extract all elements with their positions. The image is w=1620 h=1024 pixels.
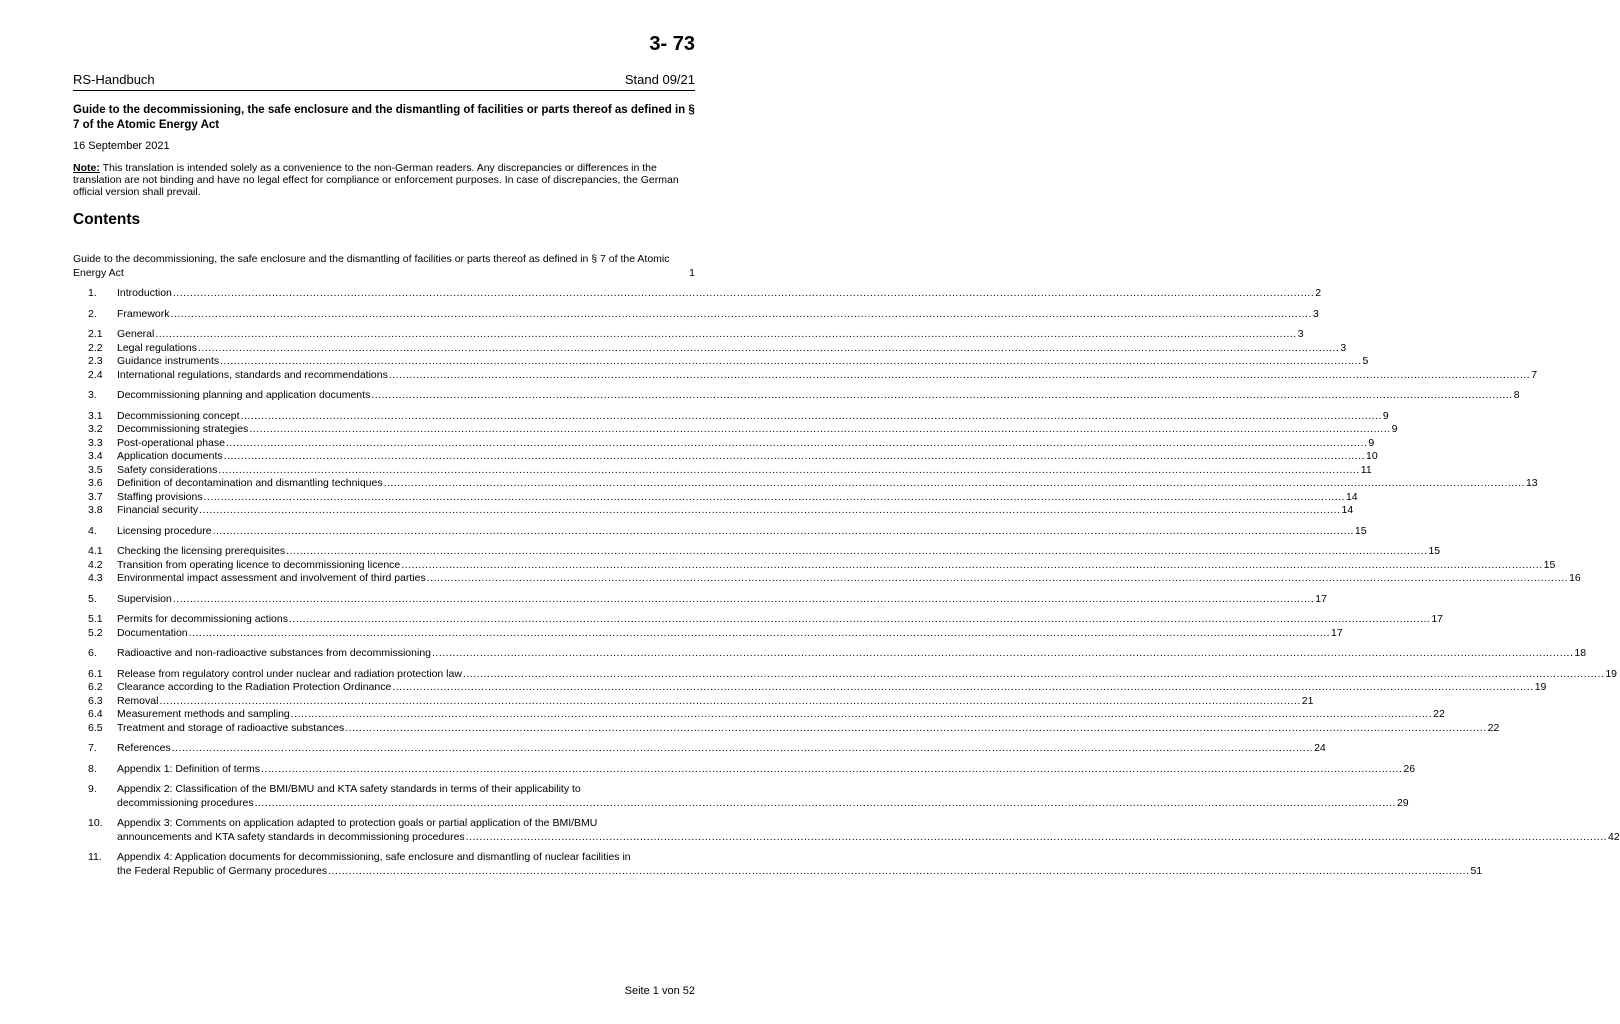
toc-entry-title: Application documents [117,450,223,462]
note-text: This translation is intended solely as a convenience to the non-German readers. Any discrepancies or differences in the translation are not binding and have no legal effect for compliance or enforcement purposes. In case of discrepancies, the German official version shall prevail. [73,162,679,198]
toc-entry-page: 3 [1340,341,1347,354]
toc-entry-number: 3.8 [88,504,103,516]
toc-entry-number: 3. [88,389,97,401]
toc-entry-page: 14 [1341,504,1354,516]
toc-entry-number: 4.2 [88,558,103,571]
toc-entry-title: Safety considerations [117,463,218,476]
toc-dot-leader [173,287,1314,301]
contents-heading: Contents [73,211,141,228]
toc-entry-title: Staffing provisions [117,490,203,503]
toc-dot-leader [345,722,1486,736]
toc-entry-number: 7. [88,742,97,754]
document-title: Guide to the decommissioning, the safe enclosure and the dismantling of facilities or parts thereof as defined in § 7 of the Atomic Energy Act [73,104,695,131]
toc-entry-number: 3.4 [88,450,103,462]
toc-entry-number: 2.2 [88,341,103,354]
toc-dot-leader [213,525,1354,539]
toc-entry[interactable] [73,355,1369,369]
toc-entry-number: 4.1 [88,545,103,557]
toc-dot-leader [371,389,1512,403]
toc-entry[interactable] [73,708,1445,722]
toc-entry[interactable] [73,307,1319,322]
toc-intro-entry[interactable] [73,253,695,280]
toc-entry-title: References [117,742,171,754]
toc-entry-number: 3.3 [88,436,103,449]
toc-entry-page: 11 [1360,463,1372,476]
toc-dot-leader [218,464,1359,478]
toc-dot-leader [249,423,1390,437]
toc-entry-page: 19 [1534,681,1547,693]
toc-entry-number: 9. [88,783,97,795]
toc-entry[interactable] [73,572,1581,586]
toc-entry[interactable] [73,341,1347,356]
toc-entry-number: 6.1 [88,667,103,680]
toc-entry-title: Appendix 4: Application documents for decommissioning, safe enclosure and dismantling of nuclear facilities in [117,851,631,863]
toc-dot-leader [392,681,1533,695]
toc-entry[interactable] [73,423,1398,437]
note-label: Note: [73,162,100,174]
toc-entry-number: 10. [88,817,103,829]
toc-entry-number: 2. [88,307,97,320]
toc-entry-page: 15 [1354,524,1367,537]
toc-entry-number: 6.5 [88,721,103,734]
toc-entry-number: 6.2 [88,681,103,693]
toc-gap [73,280,695,287]
toc-entry-page: 51 [1470,864,1483,877]
toc-entry[interactable] [73,626,1343,641]
toc-entry[interactable] [73,694,1314,709]
toc-entry-title: Framework [117,307,170,320]
toc-entry[interactable] [73,817,1620,844]
toc-gap [73,810,695,817]
toc-entry-page: 17 [1431,613,1444,625]
toc-gap [73,756,695,763]
toc-entry-title: Definition of decontamination and dismantling techniques [117,477,383,489]
document-date: 16 September 2021 [73,140,170,152]
toc-gap [73,321,695,328]
toc-entry-number: 2.3 [88,355,103,367]
toc-dot-leader [463,668,1604,682]
toc-entry-title: Legal regulations [117,341,197,354]
toc-dot-leader [261,763,1402,777]
toc-entry-page: 24 [1314,742,1326,754]
toc-entry[interactable] [73,490,1358,505]
toc-entry[interactable] [73,762,1416,777]
toc-entry-page: 10 [1366,450,1378,462]
toc-entry-number: 1. [88,287,97,299]
toc-dot-leader [255,797,1396,811]
toc-entry-page: 15 [1428,545,1441,557]
toc-dot-leader [172,742,1313,756]
toc-entry-page: 9 [1382,409,1389,422]
toc-entry-page: 3 [1297,328,1304,340]
toc-entry-number: 5.1 [88,613,103,625]
toc-entry-number: 4. [88,524,97,537]
toc-gap [73,403,695,410]
toc-entry[interactable] [73,721,1500,736]
toc-entry-page: 19 [1605,667,1617,680]
toc-entry-page: 26 [1403,762,1416,775]
toc-entry[interactable] [73,681,1547,695]
toc-dot-leader [432,647,1573,661]
toc-entry-number: 3.2 [88,423,103,435]
toc-entry[interactable] [73,504,1354,518]
toc-dot-leader [171,308,1312,322]
toc-entry-page: 42 [1608,830,1620,843]
toc-entry-title: Appendix 1: Definition of terms [117,762,260,775]
toc-entry-number: 11. [88,851,102,863]
toc-dot-leader [220,355,1361,369]
toc-entry[interactable] [73,851,1483,878]
toc-gap [73,301,695,308]
toc-entry[interactable] [73,742,1326,756]
toc-entry-number: 5. [88,592,97,605]
toc-entry-number: 4.3 [88,572,103,584]
toc-dot-leader [291,708,1432,722]
toc-dot-leader [328,865,1469,879]
toc-entry[interactable] [73,667,1617,682]
toc-entry-page: 14 [1345,490,1358,503]
toc-entry-page: 21 [1301,694,1314,707]
toc-dot-leader [224,450,1365,464]
toc-gap [73,538,695,545]
toc-dot-leader [189,627,1330,641]
toc-entry-page: 13 [1525,477,1538,489]
toc-entry-title: Decommissioning concept [117,409,240,422]
toc-entry-page: 18 [1574,647,1587,659]
toc-entry-number: 6. [88,647,97,659]
toc-entry-number: 8. [88,762,97,775]
toc-dot-leader [389,369,1530,383]
toc-gap [73,844,695,851]
toc-intro-text: Guide to the decommissioning, the safe enclosure and the dismantling of facilities or parts thereof as defined in § 7 of the Atomic Energy Act [73,253,670,279]
toc-entry[interactable] [73,389,1520,403]
toc-gap [73,776,695,783]
toc-entry-title: Clearance according to the Radiation Protection Ordinance [117,681,392,693]
toc-entry-number: 3.5 [88,463,103,476]
toc-entry-number: 5.2 [88,626,103,639]
toc-entry-title: Treatment and storage of radioactive substances [117,721,345,734]
toc-entry-title: Permits for decommissioning actions [117,613,288,625]
toc-gap [73,518,695,525]
toc-gap [73,606,695,613]
toc-entry-page: 5 [1362,355,1369,367]
toc-entry-title: Introduction [117,287,172,299]
toc-entry-title-continued: decommissioning procedures [117,796,254,809]
toc-entry-title: Measurement methods and sampling [117,708,290,720]
toc-entry-number: 3.1 [88,409,103,422]
toc-entry-page: 7 [1531,368,1538,381]
toc-entry[interactable] [73,783,1409,810]
toc-entry-page: 22 [1433,708,1445,720]
toc-gap [73,382,695,389]
translation-note [73,162,695,198]
document-header [73,70,695,91]
toc-entry[interactable] [73,592,1327,607]
toc-entry[interactable] [73,463,1372,478]
toc-entry-title: Checking the licensing prerequisites [117,545,286,557]
toc-entry-number: 2.4 [88,368,103,381]
toc-entry-title: Decommissioning planning and application documents [117,389,371,401]
toc-entry-page: 29 [1396,796,1409,809]
toc-dot-leader [159,695,1300,709]
toc-entry-page: 9 [1391,423,1398,435]
toc-entry-title: Radioactive and non-radioactive substances from decommissioning [117,647,431,659]
toc-entry-title: Guidance instruments [117,355,220,367]
toc-entry[interactable] [73,613,1444,627]
toc-entry-page: 17 [1330,626,1343,639]
toc-entry[interactable] [73,524,1367,539]
toc-gap [73,586,695,593]
header-left: RS-Handbuch [73,72,155,87]
toc-entry-title: Documentation [117,626,188,639]
toc-dot-leader [173,593,1314,607]
toc-dot-leader [198,342,1339,356]
toc-entry-page: 2 [1315,287,1322,299]
toc-entry[interactable] [73,436,1375,451]
toc-dot-leader [384,477,1525,491]
toc-entry[interactable] [73,409,1389,424]
table-of-contents [73,253,1620,878]
toc-entry-number: 3.6 [88,477,103,489]
toc-entry-title: Appendix 2: Classification of the BMI/BMU and KTA safety standards in terms of their applicability to [117,783,581,795]
toc-dot-leader [427,572,1568,586]
toc-entry-title: International regulations, standards and recommendations [117,368,388,381]
toc-entry-page: 15 [1543,558,1556,571]
header-right: Stand 09/21 [624,72,695,87]
toc-dot-leader [204,491,1345,505]
toc-dot-leader [155,328,1296,342]
toc-entry-page: 22 [1487,721,1500,734]
toc-entry[interactable] [73,558,1556,573]
toc-entry-title: Post-operational phase [117,436,225,449]
toc-entry[interactable] [73,287,1322,301]
toc-dot-leader [401,559,1542,573]
page-footer: Seite 1 von 52 [624,985,695,997]
toc-entry-number: 6.3 [88,694,103,707]
toc-entry-title: Financial security [117,504,199,516]
page-number: 3- 73 [649,33,695,55]
toc-entry-page: 17 [1315,592,1327,605]
toc-entry-title: Transition from operating licence to decommissioning licence [117,558,401,571]
toc-dot-leader [466,831,1607,845]
toc-entry[interactable] [73,545,1441,559]
toc-entry[interactable] [73,450,1378,464]
toc-entry-number: 6.4 [88,708,103,720]
toc-entry-title: Removal [117,694,159,707]
toc-entry-title: General [117,328,155,340]
toc-entry-title-continued: announcements and KTA safety standards in decommissioning procedures [117,830,465,843]
toc-dot-leader [199,504,1340,518]
toc-dot-leader [241,410,1382,424]
toc-entry-title: Supervision [117,592,172,605]
toc-entry-title: Decommissioning strategies [117,423,249,435]
toc-entry[interactable] [73,368,1538,383]
toc-entry-page: 8 [1513,389,1520,401]
toc-entry-page: 16 [1569,572,1581,584]
toc-entry[interactable] [73,328,1304,342]
toc-gap [73,661,695,668]
toc-entry-title: Appendix 3: Comments on application adapted to protection goals or partial application of the BMI/BMU [117,817,598,829]
toc-dot-leader [289,613,1430,627]
toc-entry-page: 9 [1368,436,1375,449]
toc-entry-title: Release from regulatory control under nuclear and radiation protection law [117,667,462,680]
toc-dot-leader [286,545,1427,559]
toc-dot-leader [226,437,1367,451]
toc-entry-title-continued: the Federal Republic of Germany procedures [117,864,328,877]
toc-entry-page: 3 [1312,307,1319,320]
toc-entry-title: Licensing procedure [117,524,212,537]
toc-gap [73,735,695,742]
toc-entry[interactable] [73,477,1538,491]
toc-intro-page: 1 [689,266,695,279]
toc-entry-number: 3.7 [88,490,103,503]
toc-entry-number: 2.1 [88,328,103,340]
toc-entry[interactable] [73,647,1587,661]
toc-gap [73,640,695,647]
toc-entry-title: Environmental impact assessment and involvement of third parties [117,572,426,584]
